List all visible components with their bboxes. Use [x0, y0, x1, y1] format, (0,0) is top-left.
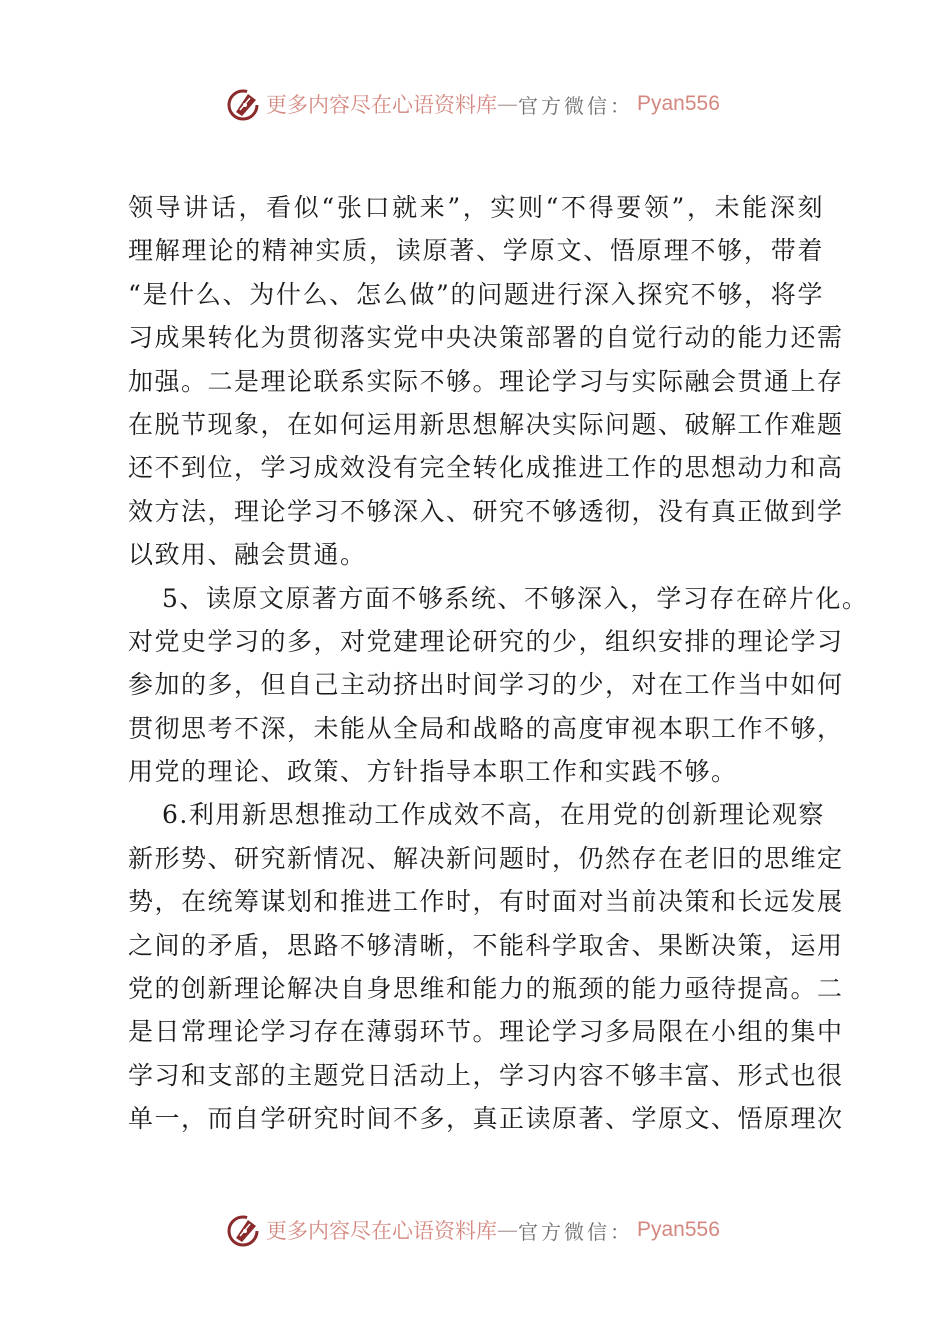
pen-nib-logo-icon	[226, 1212, 262, 1248]
banner-wechat-id: Pyan556	[637, 1218, 720, 1241]
banner-wechat-label: 官方微信：	[518, 93, 633, 118]
text-line: 学习和支部的主题党日活动上，学习内容不够丰富、形式也很	[128, 1060, 844, 1090]
text-line: 新形势、研究新情况、解决新问题时，仍然存在老旧的思维定	[128, 843, 844, 873]
text-line: 加强。二是理论联系实际不够。理论学习与实际融会贯通上存	[128, 366, 844, 396]
banner-dash: —	[497, 1218, 518, 1242]
text-line: 还不到位，学习成效没有完全转化成推进工作的思想动力和高	[128, 453, 844, 483]
banner-promo-text: 更多内容尽在心语资料库	[266, 1219, 497, 1243]
paragraph-6-heading-line: 6.利用新思想推动工作成效不高，在用党的创新理论观察	[162, 800, 825, 830]
text-line: 是日常理论学习存在薄弱环节。理论学习多局限在小组的集中	[128, 1017, 844, 1047]
text-line: 之间的矛盾，思路不够清晰，不能科学取舍、果断决策，运用	[128, 930, 844, 960]
banner-dash: —	[497, 92, 518, 116]
text-line: 在脱节现象，在如何运用新思想解决实际问题、破解工作难题	[128, 409, 844, 439]
text-line: “是什么、为什么、怎么做”的问题进行深入探究不够，将学	[128, 279, 824, 309]
text-line: 对党史学习的多，对党建理论研究的少，组织安排的理论学习	[128, 626, 844, 656]
text-line: 理解理论的精神实质，读原著、学原文、悟原理不够，带着	[128, 236, 824, 266]
banner-promo-text: 更多内容尽在心语资料库	[266, 93, 497, 117]
text-line: 贯彻思考不深，未能从全局和战略的高度审视本职工作不够，	[128, 713, 844, 743]
header-banner	[226, 84, 726, 124]
banner-wechat-label: 官方微信：	[518, 1219, 633, 1244]
text-line: 用党的理论、政策、方针指导本职工作和实践不够。	[128, 757, 738, 787]
text-line: 势，在统筹谋划和推进工作时，有时面对当前决策和长远发展	[128, 887, 844, 917]
text-line: 习成果转化为贯彻落实党中央决策部署的自觉行动的能力还需	[128, 323, 844, 353]
banner-wechat-id: Pyan556	[637, 92, 720, 115]
document-body	[128, 186, 869, 1141]
text-line: 党的创新理论解决自身思维和能力的瓶颈的能力亟待提高。二	[128, 974, 844, 1004]
text-line: 领导讲话，看似“张口就来”，实则“不得要领”，未能深刻	[128, 193, 824, 222]
footer-banner	[226, 1210, 726, 1250]
text-line: 以致用、融会贯通。	[128, 540, 367, 570]
pen-nib-logo-icon	[226, 86, 262, 122]
text-line: 单一，而自学研究时间不多，真正读原著、学原文、悟原理次	[128, 1104, 844, 1134]
text-line: 参加的多，但自己主动挤出时间学习的少，对在工作当中如何	[128, 670, 844, 700]
paragraph-5-heading-line: 5、读原文原著方面不够系统、不够深入，学习存在碎片化。	[162, 583, 869, 613]
text-line: 效方法，理论学习不够深入、研究不够透彻，没有真正做到学	[128, 496, 844, 526]
